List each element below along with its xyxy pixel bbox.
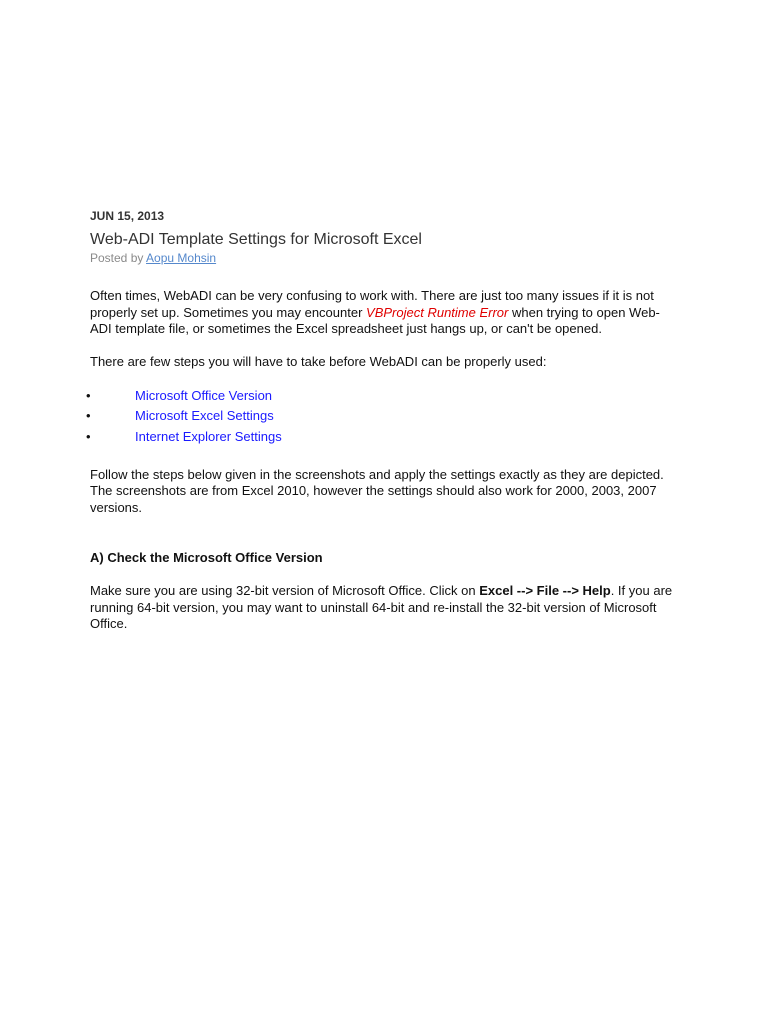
- steps-list: [86, 386, 680, 447]
- list-item: [86, 386, 680, 406]
- author-link[interactable]: Aopu Mohsin: [146, 251, 217, 265]
- post-date: JUN 15, 2013: [90, 209, 165, 223]
- list-item: [86, 406, 680, 426]
- section-a-text-1: Make sure you are using 32-bit version of Microsoft Office. Click on: [90, 583, 480, 599]
- blog-post: [86, 208, 680, 633]
- step-link-office-version[interactable]: Microsoft Office Version: [135, 388, 273, 403]
- menu-path: Excel --> File --> Help: [479, 583, 611, 599]
- follow-paragraph: Follow the steps below given in the screenshots and apply the settings exactly as they are depicted. The screenshots are from Excel 2010, however the settings should also work for 2000, 2003, 2007 versions.: [90, 466, 664, 515]
- bullet-icon: •: [86, 408, 91, 424]
- post-byline: [90, 250, 680, 266]
- step-link-ie-settings[interactable]: Internet Explorer Settings: [135, 428, 282, 444]
- section-a-paragraph: [90, 583, 680, 633]
- intro-text-2: when trying to open Web-ADI template file, or sometimes the Excel spreadsheet just hangs up, or can't be opened.: [90, 304, 660, 336]
- bullet-icon: •: [86, 388, 91, 403]
- steps-intro: There are few steps you will have to take before WebADI can be properly used:: [90, 353, 547, 369]
- posted-by-label: Posted by: [90, 251, 144, 265]
- section-a-text-2: . If you are running 64-bit version, you may want to uninstall 64-bit and re-install the 32-bit version of Microsoft Office.: [90, 583, 673, 632]
- section-a-heading: A) Check the Microsoft Office Version: [90, 550, 323, 566]
- step-link-excel-settings[interactable]: Microsoft Excel Settings: [135, 408, 274, 424]
- error-name: VBProject Runtime Error: [366, 304, 509, 320]
- list-item: [86, 427, 680, 447]
- bullet-icon: •: [86, 428, 91, 444]
- intro-paragraph: [90, 288, 680, 338]
- intro-text-1: Often times, WebADI can be very confusing to work with. There are just too many issues if it is not properly set up. Sometimes you may encounter: [90, 288, 654, 320]
- post-title: Web-ADI Template Settings for Microsoft Excel: [90, 231, 422, 248]
